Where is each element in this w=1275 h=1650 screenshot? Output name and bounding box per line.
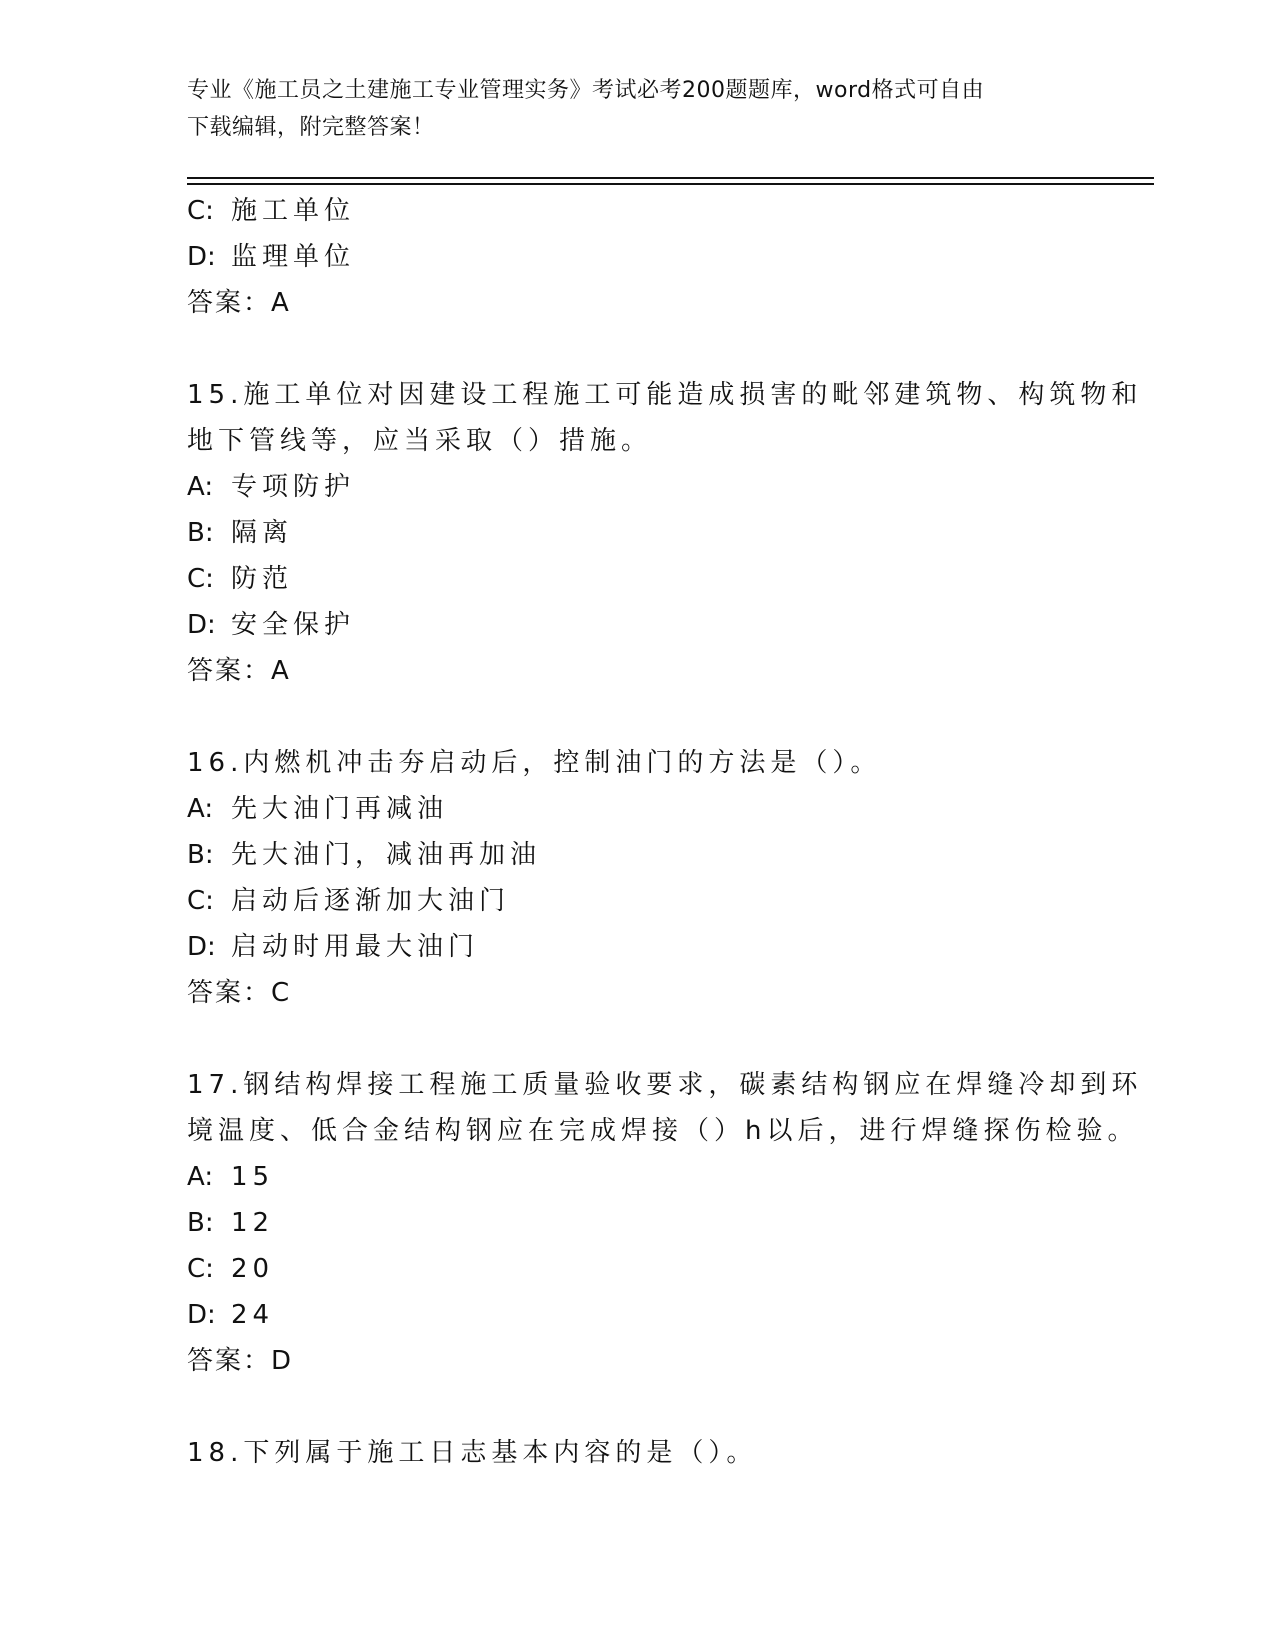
option-key: D: <box>187 242 216 272</box>
option-key: A: <box>187 1162 214 1192</box>
option-key: A: <box>187 472 214 502</box>
question-text-line-1: 17.钢结构焊接工程施工质量验收要求，碳素结构钢应在焊缝冷却到环 <box>187 1070 1143 1100</box>
question-16 <box>187 740 1087 1016</box>
question-text-line-2: 境温度、低合金结构钢应在完成焊接（）h以后，进行焊缝探伤检验。 <box>187 1116 1139 1146</box>
option-b <box>187 832 1087 878</box>
header-divider-top <box>187 177 1154 179</box>
document-body <box>187 188 1143 1476</box>
option-key: B: <box>187 840 214 870</box>
option-d <box>187 602 1087 648</box>
option-a <box>187 786 1087 832</box>
option-text: 监理单位 <box>231 242 356 272</box>
header-line-2: 下载编辑，附完整答案！ <box>187 115 435 140</box>
option-key: C: <box>187 196 214 226</box>
option-d <box>187 1292 1087 1338</box>
answer-line: 答案：A <box>187 656 291 686</box>
option-b <box>187 510 1087 556</box>
option-text: 12 <box>231 1208 275 1238</box>
option-d <box>187 924 1087 970</box>
option-b <box>187 1200 1087 1246</box>
option-text: 20 <box>231 1254 275 1284</box>
option-key: C: <box>187 886 214 916</box>
option-key: B: <box>187 1208 214 1238</box>
option-c <box>187 1246 1087 1292</box>
option-text: 安全保护 <box>231 610 356 640</box>
option-a <box>187 464 1087 510</box>
question-18 <box>187 1430 1087 1476</box>
option-key: D: <box>187 932 216 962</box>
question-text-line-1: 15.施工单位对因建设工程施工可能造成损害的毗邻建筑物、构筑物和 <box>187 380 1143 410</box>
option-d <box>187 234 1087 280</box>
question-text-line-1: 18.下列属于施工日志基本内容的是（）。 <box>187 1438 758 1468</box>
option-text: 启动时用最大油门 <box>231 932 480 962</box>
header-divider-bottom <box>187 183 1154 185</box>
option-key: A: <box>187 794 214 824</box>
option-text: 隔离 <box>231 518 294 548</box>
option-c <box>187 878 1087 924</box>
answer-line: 答案：D <box>187 1346 294 1376</box>
option-text: 专项防护 <box>231 472 356 502</box>
option-text: 先大油门，减油再加油 <box>231 840 542 870</box>
option-key: D: <box>187 610 216 640</box>
question-14-continuation <box>187 188 1087 326</box>
option-c <box>187 188 1087 234</box>
question-17 <box>187 1062 1143 1384</box>
option-text: 施工单位 <box>231 196 356 226</box>
option-text: 启动后逐渐加大油门 <box>231 886 511 916</box>
document-header <box>187 72 1087 146</box>
option-text: 24 <box>231 1300 275 1330</box>
answer-line: 答案：C <box>187 978 292 1008</box>
option-key: B: <box>187 518 214 548</box>
option-key: C: <box>187 1254 214 1284</box>
option-text: 防范 <box>231 564 294 594</box>
option-a <box>187 1154 1087 1200</box>
option-text: 15 <box>231 1162 275 1192</box>
question-text-line-2: 地下管线等，应当采取（）措施。 <box>187 426 653 456</box>
option-key: C: <box>187 564 214 594</box>
answer-line: 答案：A <box>187 288 291 318</box>
option-c <box>187 556 1087 602</box>
option-key: D: <box>187 1300 216 1330</box>
option-text: 先大油门再减油 <box>231 794 449 824</box>
header-line-1: 专业《施工员之土建施工专业管理实务》考试必考200题题库，word格式可自由 <box>187 78 985 103</box>
question-15 <box>187 372 1143 694</box>
question-text-line-1: 16.内燃机冲击夯启动后，控制油门的方法是（）。 <box>187 748 882 778</box>
